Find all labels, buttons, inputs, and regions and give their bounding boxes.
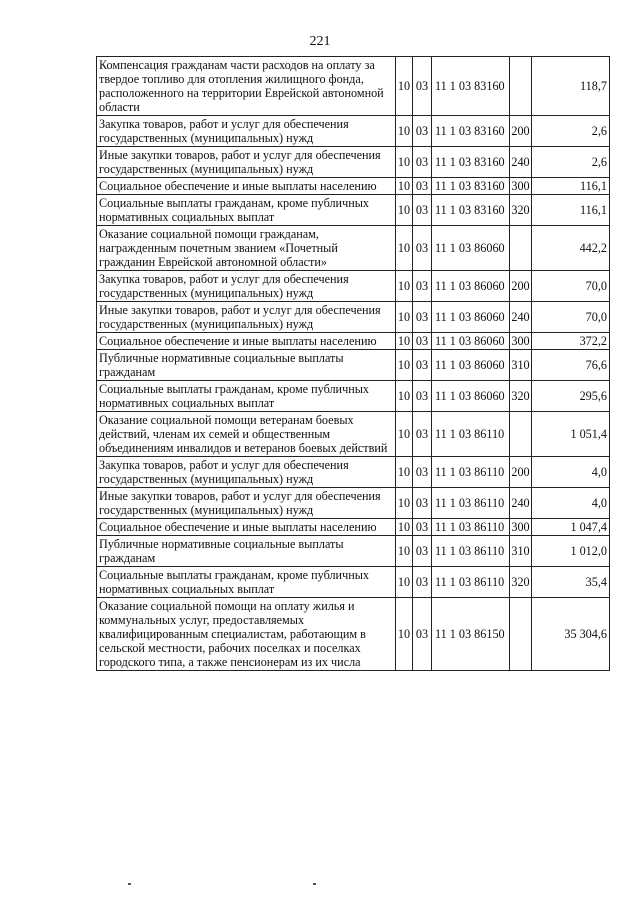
row-target-code-cell: 11 1 03 86060 [432, 381, 510, 412]
row-subsection-cell: 03 [413, 457, 432, 488]
table-row [97, 178, 610, 195]
row-expense-type-cell: 240 [510, 488, 532, 519]
budget-table [96, 56, 610, 671]
row-section-cell: 10 [396, 195, 413, 226]
row-subsection-cell: 03 [413, 195, 432, 226]
row-amount-cell: 70,0 [532, 302, 610, 333]
row-expense-type-cell: 300 [511, 334, 530, 348]
row-target-code-cell: 11 1 03 83160 [432, 57, 510, 116]
row-name-cell: Иные закупки товаров, работ и услуг для обеспечения государственных (муниципальных) нужд [97, 147, 396, 178]
row-subsection-cell: 03 [413, 519, 432, 536]
row-amount-cell: 372,2 [532, 333, 610, 350]
table-row [97, 57, 610, 116]
row-name-cell: Иные закупки товаров, работ и услуг для обеспечения государственных (муниципальных) нужд [97, 488, 396, 519]
row-amount-cell: 70,0 [532, 271, 610, 302]
row-section-cell: 10 [396, 116, 413, 147]
row-subsection-cell: 03 [413, 488, 432, 519]
table-row [97, 598, 610, 671]
row-subsection-cell: 03 [413, 567, 432, 598]
row-subsection-cell: 03 [413, 57, 432, 116]
row-section-cell: 10 [396, 57, 413, 116]
row-target-code-cell: 11 1 03 86060 [432, 350, 510, 381]
page-number: 221 [309, 34, 331, 49]
table-row [97, 147, 610, 178]
row-section-cell: 10 [396, 519, 413, 536]
row-name-cell: Социальное обеспечение и иные выплаты населению [97, 333, 396, 350]
row-target-code-cell: 11 1 03 83160 [432, 178, 510, 195]
row-target-code-cell: 11 1 03 86060 [432, 333, 510, 350]
table-row [97, 457, 610, 488]
row-expense-type-cell: 310 [510, 350, 532, 381]
row-amount-cell: 118,7 [532, 57, 610, 116]
table-row [97, 302, 610, 333]
row-amount-cell: 295,6 [532, 381, 610, 412]
row-section-cell: 10 [396, 457, 413, 488]
row-name-cell: Социальное обеспечение и иные выплаты населению [97, 519, 396, 536]
table-row [97, 116, 610, 147]
table-body [97, 57, 610, 671]
row-amount-cell: 4,0 [532, 488, 610, 519]
row-name-cell: Социальные выплаты гражданам, кроме публичных нормативных социальных выплат [97, 567, 396, 598]
row-target-code-cell: 11 1 03 83160 [432, 147, 510, 178]
row-expense-type-cell: 300 [511, 179, 530, 193]
table-row [97, 333, 610, 350]
row-name-cell: Оказание социальной помощи гражданам, награжденным почетным званием «Почетный гражданин Еврейской автономной области» [97, 226, 396, 271]
row-expense-type-cell: 300 [511, 520, 530, 534]
row-amount-cell: 1 051,4 [532, 412, 610, 457]
row-section-cell: 10 [396, 412, 413, 457]
row-target-code-cell: 11 1 03 86110 [432, 488, 510, 519]
scan-mark [313, 883, 316, 885]
row-expense-type-cell: 240 [510, 302, 532, 333]
row-name-cell: Публичные нормативные социальные выплаты гражданам [97, 350, 396, 381]
row-section-cell: 10 [396, 567, 413, 598]
row-expense-type-cell: 320 [510, 381, 532, 412]
row-amount-cell: 76,6 [532, 350, 610, 381]
table-row [97, 226, 610, 271]
row-name-cell: Иные закупки товаров, работ и услуг для обеспечения государственных (муниципальных) нужд [97, 302, 396, 333]
row-amount-cell: 116,1 [532, 195, 610, 226]
scan-mark [128, 883, 131, 885]
row-expense-type-cell: 200 [510, 271, 532, 302]
row-section-cell: 10 [396, 381, 413, 412]
table-row [97, 271, 610, 302]
row-amount-cell: 1 047,4 [532, 519, 610, 536]
row-amount-cell: 2,6 [532, 116, 610, 147]
row-target-code-cell: 11 1 03 86150 [432, 598, 510, 671]
row-section-cell: 10 [396, 536, 413, 567]
row-target-code-cell: 11 1 03 86060 [432, 271, 510, 302]
row-target-code-cell: 11 1 03 86110 [432, 536, 510, 567]
row-expense-type-cell: 200 [510, 457, 532, 488]
row-subsection-cell: 03 [413, 147, 432, 178]
row-section-cell: 10 [396, 598, 413, 671]
row-amount-cell: 35,4 [532, 567, 610, 598]
table-row [97, 381, 610, 412]
row-subsection-cell: 03 [413, 178, 432, 195]
table-row [97, 488, 610, 519]
row-expense-type-cell [510, 598, 532, 671]
row-name-cell: Закупка товаров, работ и услуг для обеспечения государственных (муниципальных) нужд [97, 271, 396, 302]
row-name-cell: Закупка товаров, работ и услуг для обеспечения государственных (муниципальных) нужд [97, 457, 396, 488]
row-subsection-cell: 03 [413, 381, 432, 412]
row-name-cell: Компенсация гражданам части расходов на оплату за твердое топливо для отопления жилищного фонда, расположенного на территории Еврейской автономной области [97, 57, 396, 116]
table-row [97, 536, 610, 567]
table-row [97, 195, 610, 226]
row-section-cell: 10 [396, 178, 413, 195]
row-expense-type-cell [510, 412, 532, 457]
row-amount-cell: 442,2 [532, 226, 610, 271]
row-subsection-cell: 03 [413, 536, 432, 567]
row-subsection-cell: 03 [413, 302, 432, 333]
row-subsection-cell: 03 [413, 226, 432, 271]
row-name-cell: Закупка товаров, работ и услуг для обеспечения государственных (муниципальных) нужд [97, 116, 396, 147]
row-expense-type-cell [510, 226, 532, 271]
row-subsection-cell: 03 [413, 412, 432, 457]
row-name-cell: Социальное обеспечение и иные выплаты населению [97, 178, 396, 195]
row-target-code-cell: 11 1 03 83160 [432, 116, 510, 147]
row-name-cell: Социальные выплаты гражданам, кроме публичных нормативных социальных выплат [97, 195, 396, 226]
row-section-cell: 10 [396, 302, 413, 333]
row-subsection-cell: 03 [413, 271, 432, 302]
row-amount-cell: 4,0 [532, 457, 610, 488]
row-subsection-cell: 03 [413, 598, 432, 671]
row-name-cell: Социальные выплаты гражданам, кроме публичных нормативных социальных выплат [97, 381, 396, 412]
row-amount-cell: 2,6 [532, 147, 610, 178]
row-expense-type-cell: 320 [510, 567, 532, 598]
row-section-cell: 10 [396, 226, 413, 271]
row-target-code-cell: 11 1 03 86060 [432, 302, 510, 333]
table-row [97, 567, 610, 598]
row-expense-type-cell: 320 [510, 195, 532, 226]
row-expense-type-cell: 310 [510, 536, 532, 567]
table-row [97, 412, 610, 457]
row-subsection-cell: 03 [413, 333, 432, 350]
row-target-code-cell: 11 1 03 86060 [432, 226, 510, 271]
row-target-code-cell: 11 1 03 86110 [432, 519, 510, 536]
row-expense-type-cell: 240 [510, 147, 532, 178]
row-section-cell: 10 [396, 350, 413, 381]
row-name-cell: Публичные нормативные социальные выплаты гражданам [97, 536, 396, 567]
row-amount-cell: 35 304,6 [532, 598, 610, 671]
row-target-code-cell: 11 1 03 86110 [432, 567, 510, 598]
row-section-cell: 10 [396, 333, 413, 350]
row-name-cell: Оказание социальной помощи на оплату жилья и коммунальных услуг, предоставляемых квалифицированным специалистам, работающим в сельской местности, рабочих поселках и поселках городского типа, а также пенсионерам из их числа [97, 598, 396, 671]
row-target-code-cell: 11 1 03 86110 [432, 412, 510, 457]
row-amount-cell: 1 012,0 [532, 536, 610, 567]
row-subsection-cell: 03 [413, 116, 432, 147]
row-section-cell: 10 [396, 147, 413, 178]
table-row [97, 519, 610, 536]
row-section-cell: 10 [396, 488, 413, 519]
table-row [97, 350, 610, 381]
row-subsection-cell: 03 [413, 350, 432, 381]
row-section-cell: 10 [396, 271, 413, 302]
row-name-cell: Оказание социальной помощи ветеранам боевых действий, членам их семей и общественным объединениям инвалидов и ветеранов боевых действий [97, 412, 396, 457]
row-amount-cell: 116,1 [532, 178, 610, 195]
row-expense-type-cell [510, 57, 532, 116]
row-target-code-cell: 11 1 03 83160 [432, 195, 510, 226]
row-target-code-cell: 11 1 03 86110 [432, 457, 510, 488]
row-expense-type-cell: 200 [510, 116, 532, 147]
